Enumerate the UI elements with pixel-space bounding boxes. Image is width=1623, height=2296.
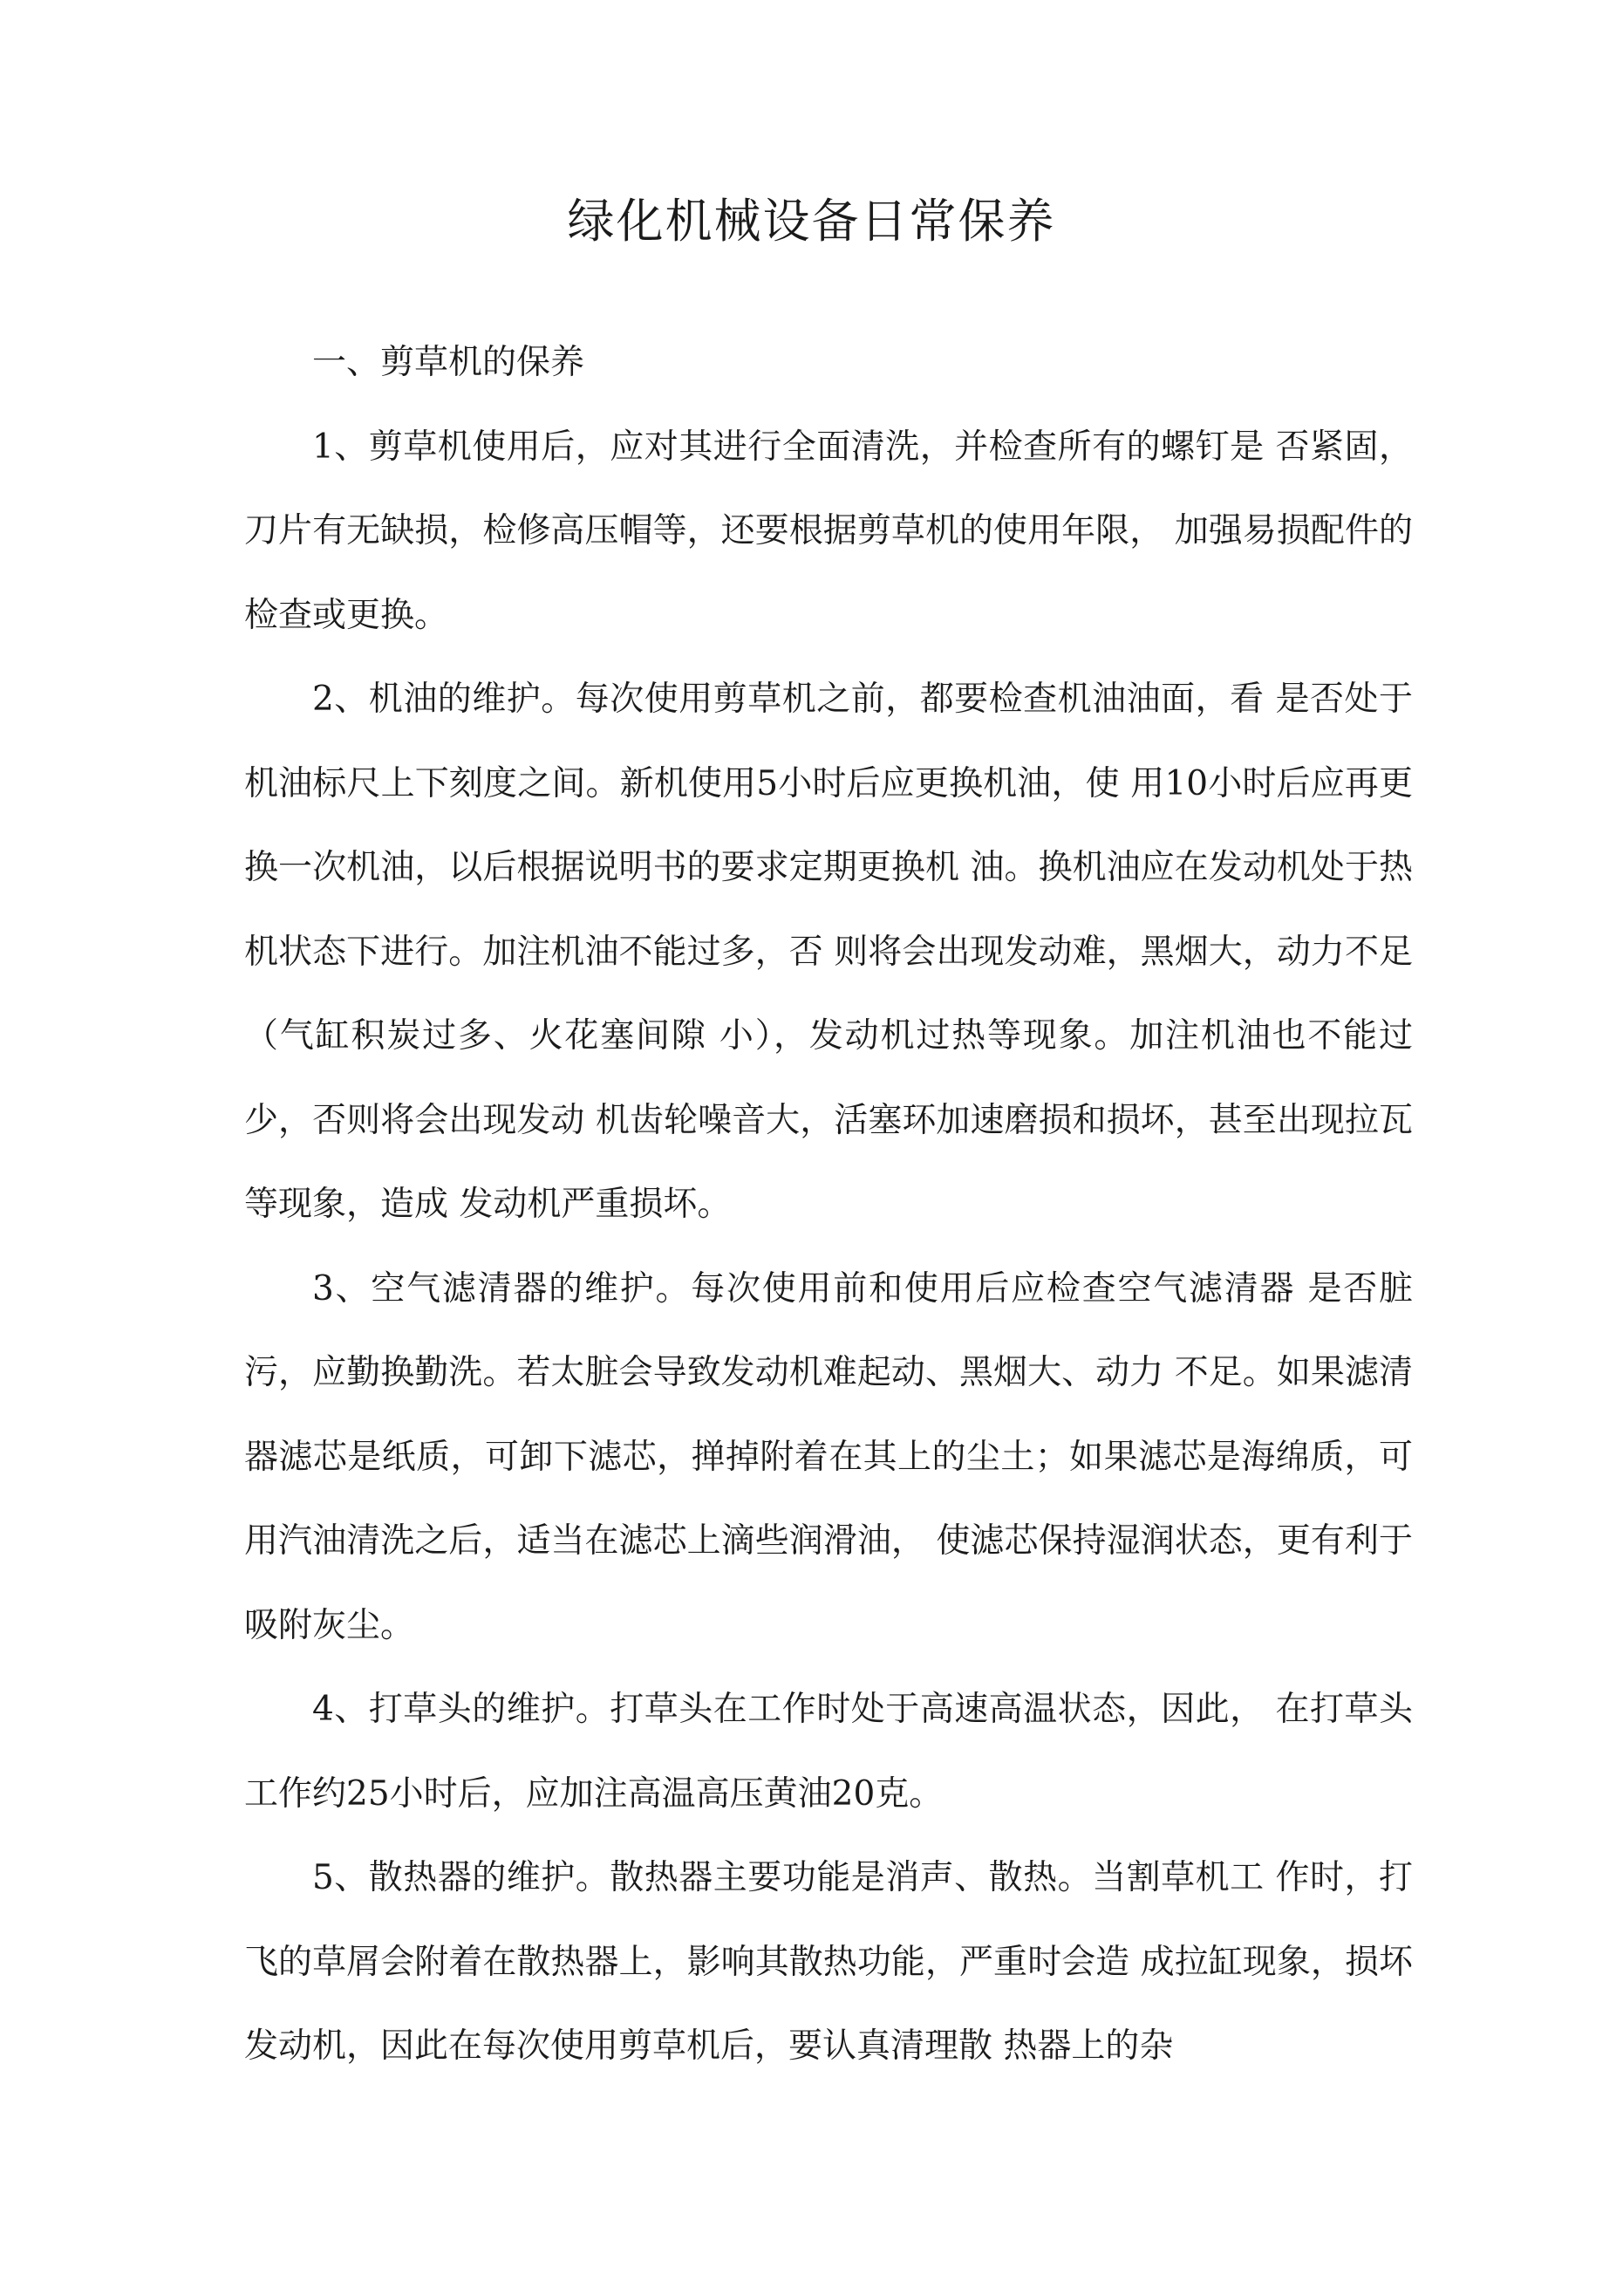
document-title: 绿化机械设备日常保养 — [567, 194, 1056, 249]
paragraph-4: 4、打草头的维护。打草头在工作时处于高速高温状态，因此， 在打草头工作约25小时后，应加注高温高压黄油20克。 — [244, 1690, 1413, 1814]
paragraph-1: 1、剪草机使用后，应对其进行全面清洗，并检查所有的螺钉是 否紧固，刀片有无缺损，检修高压帽等，还要根据剪草机的使用年限， 加强易损配件的检查或更换。 — [244, 427, 1413, 635]
section-heading: 一、剪草机的保养 — [312, 343, 585, 382]
document-body — [244, 321, 1413, 2089]
paragraph-5: 5、散热器的维护。散热器主要功能是消声、散热。当割草机工 作时，打飞的草屑会附着在散热器上，影响其散热功能，严重时会造 成拉缸现象，损坏发动机，因此在每次使用剪草机后，要认真清理散 热器上的杂 — [244, 1858, 1413, 2066]
paragraph-2: 2、机油的维护。每次使用剪草机之前，都要检查机油油面，看 是否处于机油标尺上下刻度之间。新机使用5小时后应更换机油，使 用10小时后应再更换一次机油，以后根据说明书的要求定期更换机 油。换机油应在发动机处于热机状态下进行。加注机油不能过多，否 则将会出现发动难，黑烟大，动力不足（气缸积炭过多、火花塞间隙 小），发动机过热等现象。加注机油也不能过少，否则将会出现发动 机齿轮噪音大，活塞环加速磨损和损坏，甚至出现拉瓦等现象，造成 发动机严重损坏。 — [244, 680, 1413, 1224]
paragraph-3: 3、空气滤清器的维护。每次使用前和使用后应检查空气滤清器 是否脏污，应勤换勤洗。若太脏会导致发动机难起动、黑烟大、动力 不足。如果滤清器滤芯是纸质，可卸下滤芯，掸掉附着在其上的尘土；如果滤芯是海绵质，可用汽油清洗之后，适当在滤芯上滴些润滑油， 使滤芯保持湿润状态，更有利于吸附灰尘。 — [244, 1268, 1413, 1645]
